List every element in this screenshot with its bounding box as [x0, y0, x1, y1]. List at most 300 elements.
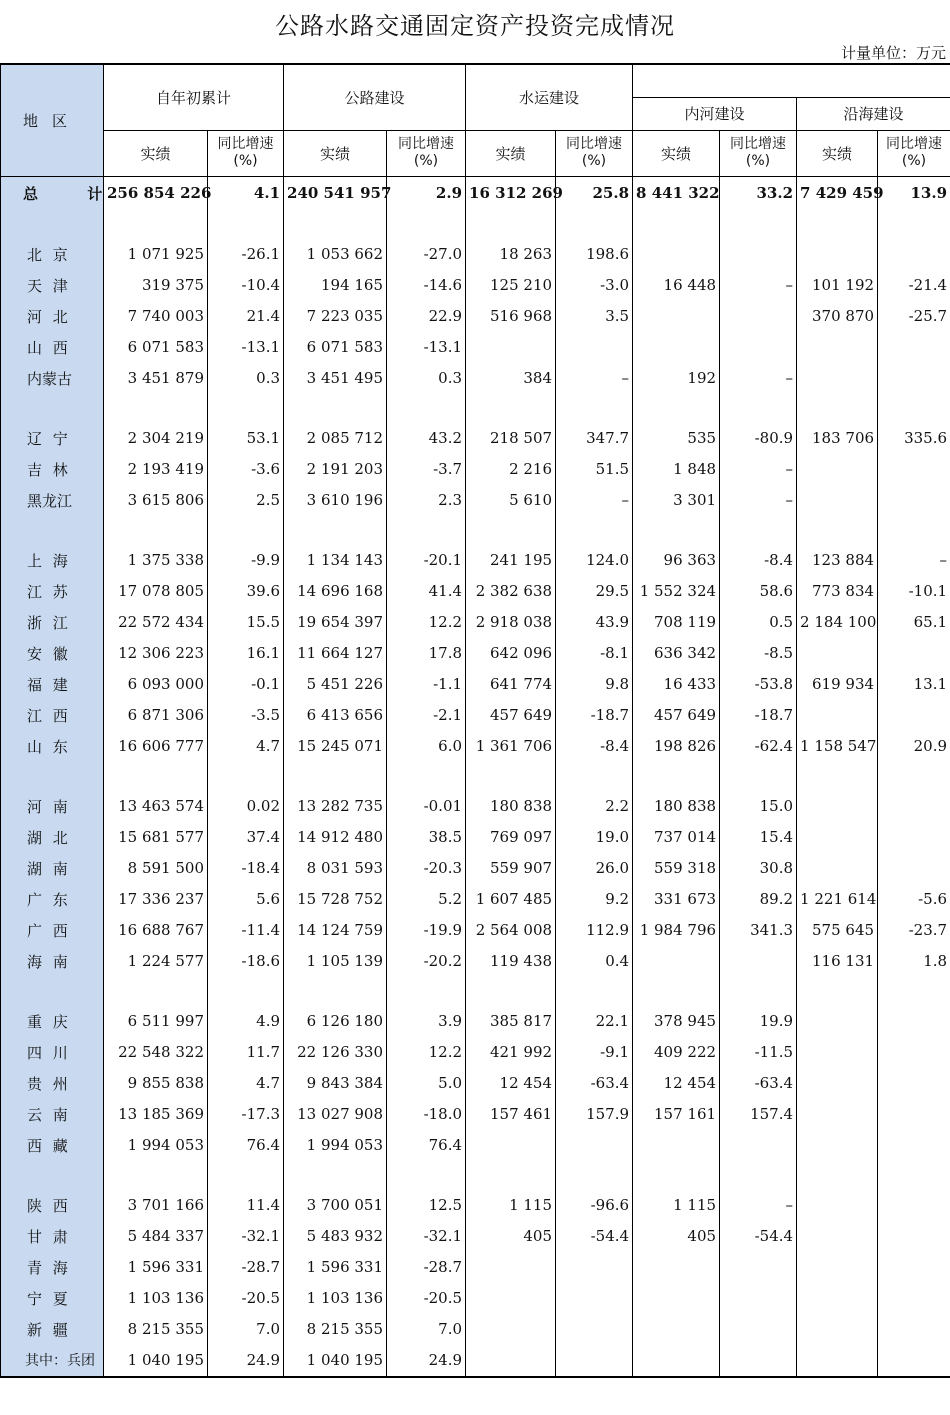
region-name: 陕 西: [1, 1190, 104, 1221]
spacer-cell: [284, 394, 387, 423]
actual-value: [797, 485, 878, 516]
actual-value: 1 221 614: [797, 884, 878, 915]
growth-value: 41.4: [387, 576, 466, 607]
table-row: [1, 1252, 950, 1283]
actual-value: 198 826: [633, 731, 720, 762]
growth-value: 12.5: [387, 1190, 466, 1221]
table-row: [1, 301, 950, 332]
growth-value: -20.1: [387, 545, 466, 576]
region-name: 北 京: [1, 239, 104, 270]
actual-value: 641 774: [466, 669, 556, 700]
spacer-cell: [466, 1161, 556, 1190]
header-waterway: 水运建设: [466, 64, 633, 130]
actual-value: 319 375: [104, 270, 208, 301]
region-name: 贵 州: [1, 1068, 104, 1099]
actual-value: 2 193 419: [104, 454, 208, 485]
actual-value: 22 126 330: [284, 1037, 387, 1068]
growth-value: 11.4: [208, 1190, 284, 1221]
region-name: 江 苏: [1, 576, 104, 607]
region-name: 云 南: [1, 1099, 104, 1130]
growth-value: 4.1: [208, 176, 284, 210]
header-waterway-sub-spacer: [633, 64, 950, 97]
spacer-row: [1, 394, 950, 423]
table-row: [1, 638, 950, 669]
spacer-cell: [633, 210, 720, 239]
actual-value: 2 564 008: [466, 915, 556, 946]
actual-value: 737 014: [633, 822, 720, 853]
actual-value: 409 222: [633, 1037, 720, 1068]
region-name: 江 西: [1, 700, 104, 731]
actual-value: 14 912 480: [284, 822, 387, 853]
actual-value: 15 245 071: [284, 731, 387, 762]
growth-value: -13.1: [208, 332, 284, 363]
table-row: [1, 1190, 950, 1221]
growth-value: 4.7: [208, 731, 284, 762]
growth-value: [878, 1130, 950, 1161]
growth-value: [556, 332, 633, 363]
actual-value: 16 433: [633, 669, 720, 700]
growth-value: 5.2: [387, 884, 466, 915]
actual-value: [633, 1345, 720, 1377]
growth-value: 43.9: [556, 607, 633, 638]
spacer-cell: [1, 1161, 104, 1190]
growth-value: -18.4: [208, 853, 284, 884]
spacer-cell: [1, 762, 104, 791]
actual-value: [466, 1314, 556, 1345]
growth-value: 198.6: [556, 239, 633, 270]
growth-value: [720, 301, 797, 332]
actual-value: 240 541 957: [284, 176, 387, 210]
actual-value: 101 192: [797, 270, 878, 301]
actual-value: 7 429 459: [797, 176, 878, 210]
table-row: [1, 1130, 950, 1161]
region-name: 山 东: [1, 731, 104, 762]
spacer-row: [1, 762, 950, 791]
growth-value: [720, 332, 797, 363]
region-name: 河 北: [1, 301, 104, 332]
actual-value: 12 306 223: [104, 638, 208, 669]
spacer-cell: [387, 394, 466, 423]
growth-value: 53.1: [208, 423, 284, 454]
actual-value: 256 854 226: [104, 176, 208, 210]
actual-value: 1 103 136: [104, 1283, 208, 1314]
growth-value: -2.1: [387, 700, 466, 731]
actual-value: 6 511 997: [104, 1006, 208, 1037]
table-row: [1, 239, 950, 270]
growth-value: 20.9: [878, 731, 950, 762]
growth-value: –: [556, 363, 633, 394]
spacer-cell: [284, 516, 387, 545]
actual-value: [797, 1314, 878, 1345]
spacer-cell: [1, 394, 104, 423]
actual-value: 6 071 583: [104, 332, 208, 363]
growth-value: 5.0: [387, 1068, 466, 1099]
actual-value: 1 103 136: [284, 1283, 387, 1314]
growth-value: 76.4: [387, 1130, 466, 1161]
spacer-cell: [556, 762, 633, 791]
region-name: 青 海: [1, 1252, 104, 1283]
table-row: [1, 884, 950, 915]
spacer-cell: [797, 1161, 878, 1190]
growth-value: 6.0: [387, 731, 466, 762]
actual-value: 559 318: [633, 853, 720, 884]
actual-value: 241 195: [466, 545, 556, 576]
region-name: 山 西: [1, 332, 104, 363]
table-row: [1, 1314, 950, 1345]
spacer-cell: [208, 1161, 284, 1190]
table-row: [1, 332, 950, 363]
growth-value: 43.2: [387, 423, 466, 454]
growth-value: 157.9: [556, 1099, 633, 1130]
actual-value: 11 664 127: [284, 638, 387, 669]
spacer-cell: [208, 977, 284, 1006]
actual-value: [466, 332, 556, 363]
growth-value: -32.1: [208, 1221, 284, 1252]
actual-value: 708 119: [633, 607, 720, 638]
actual-value: 192: [633, 363, 720, 394]
region-name: 浙 江: [1, 607, 104, 638]
growth-value: 157.4: [720, 1099, 797, 1130]
spacer-cell: [556, 210, 633, 239]
growth-value: –: [720, 485, 797, 516]
growth-value: -28.7: [387, 1252, 466, 1283]
actual-value: 16 688 767: [104, 915, 208, 946]
growth-value: 5.6: [208, 884, 284, 915]
spacer-cell: [633, 762, 720, 791]
table-row: [1, 1345, 950, 1377]
region-name: 辽 宁: [1, 423, 104, 454]
growth-value: -13.1: [387, 332, 466, 363]
actual-value: 378 945: [633, 1006, 720, 1037]
spacer-cell: [633, 1161, 720, 1190]
actual-value: 1 053 662: [284, 239, 387, 270]
growth-value: 335.6: [878, 423, 950, 454]
unit-label: 计量单位：万元: [840, 44, 946, 62]
growth-value: 51.5: [556, 454, 633, 485]
growth-value: 17.8: [387, 638, 466, 669]
growth-value: 1.8: [878, 946, 950, 977]
spacer-cell: [633, 977, 720, 1006]
growth-value: 12.2: [387, 1037, 466, 1068]
growth-value: 19.0: [556, 822, 633, 853]
growth-value: 21.4: [208, 301, 284, 332]
actual-value: [797, 1037, 878, 1068]
growth-value: [878, 1068, 950, 1099]
actual-value: [633, 1130, 720, 1161]
spacer-row: [1, 516, 950, 545]
growth-value: 76.4: [208, 1130, 284, 1161]
actual-value: [797, 454, 878, 485]
region-name: 甘 肃: [1, 1221, 104, 1252]
growth-value: [720, 1130, 797, 1161]
growth-value: -54.4: [556, 1221, 633, 1252]
growth-value: 24.9: [208, 1345, 284, 1377]
region-name: 广 西: [1, 915, 104, 946]
actual-value: 180 838: [633, 791, 720, 822]
spacer-cell: [1, 210, 104, 239]
growth-value: 0.5: [720, 607, 797, 638]
actual-value: 13 463 574: [104, 791, 208, 822]
growth-value: 13.9: [878, 176, 950, 210]
table-row: [1, 607, 950, 638]
region-name: 吉 林: [1, 454, 104, 485]
header-actual: 实绩: [797, 130, 878, 176]
growth-value: 25.8: [556, 176, 633, 210]
growth-value: [720, 1345, 797, 1377]
region-name: 宁 夏: [1, 1283, 104, 1314]
table-row: [1, 669, 950, 700]
growth-value: -20.5: [208, 1283, 284, 1314]
actual-value: 1 994 053: [284, 1130, 387, 1161]
spacer-cell: [466, 516, 556, 545]
growth-value: [878, 638, 950, 669]
investment-table: [0, 63, 950, 1378]
growth-value: -96.6: [556, 1190, 633, 1221]
region-name: 湖 南: [1, 853, 104, 884]
header-growth: 同比增速 (%): [208, 130, 284, 176]
growth-value: –: [878, 545, 950, 576]
actual-value: 2 918 038: [466, 607, 556, 638]
growth-value: -25.7: [878, 301, 950, 332]
growth-value: [878, 485, 950, 516]
header-growth: 同比增速 (%): [556, 130, 633, 176]
growth-value: [556, 1252, 633, 1283]
actual-value: 17 078 805: [104, 576, 208, 607]
actual-value: 1 596 331: [284, 1252, 387, 1283]
growth-value: 15.0: [720, 791, 797, 822]
growth-value: 124.0: [556, 545, 633, 576]
growth-value: -63.4: [720, 1068, 797, 1099]
table-row: [1, 485, 950, 516]
growth-value: 12.2: [387, 607, 466, 638]
table-row: [1, 822, 950, 853]
growth-value: -62.4: [720, 731, 797, 762]
growth-value: -0.01: [387, 791, 466, 822]
header-region: 地区: [1, 64, 104, 176]
actual-value: 5 451 226: [284, 669, 387, 700]
spacer-row: [1, 1161, 950, 1190]
spacer-cell: [104, 762, 208, 791]
table-body: [1, 176, 950, 1377]
table-row: [1, 946, 950, 977]
actual-value: 636 342: [633, 638, 720, 669]
actual-value: 22 572 434: [104, 607, 208, 638]
growth-value: -18.0: [387, 1099, 466, 1130]
spacer-cell: [797, 762, 878, 791]
actual-value: 3 451 495: [284, 363, 387, 394]
table-row: [1, 1037, 950, 1068]
spacer-cell: [878, 977, 950, 1006]
actual-value: [797, 638, 878, 669]
actual-value: 457 649: [633, 700, 720, 731]
growth-value: [720, 1283, 797, 1314]
growth-value: -3.7: [387, 454, 466, 485]
spacer-cell: [104, 1161, 208, 1190]
growth-value: [878, 791, 950, 822]
table-row: [1, 791, 950, 822]
growth-value: [878, 1283, 950, 1314]
actual-value: 1 361 706: [466, 731, 556, 762]
actual-value: 384: [466, 363, 556, 394]
actual-value: 16 606 777: [104, 731, 208, 762]
growth-value: –: [720, 454, 797, 485]
actual-value: [797, 1190, 878, 1221]
table-row: [1, 1068, 950, 1099]
header-subrow: [1, 130, 950, 176]
actual-value: [633, 1252, 720, 1283]
spacer-cell: [208, 516, 284, 545]
actual-value: 405: [633, 1221, 720, 1252]
actual-value: 1 596 331: [104, 1252, 208, 1283]
actual-value: [633, 301, 720, 332]
actual-value: 769 097: [466, 822, 556, 853]
growth-value: 0.4: [556, 946, 633, 977]
growth-value: –: [720, 270, 797, 301]
actual-value: [797, 1283, 878, 1314]
actual-value: [466, 1252, 556, 1283]
spacer-cell: [556, 1161, 633, 1190]
growth-value: [556, 1345, 633, 1377]
growth-value: [556, 1314, 633, 1345]
growth-value: 0.02: [208, 791, 284, 822]
spacer-cell: [797, 977, 878, 1006]
growth-value: -18.7: [556, 700, 633, 731]
actual-value: 12 454: [633, 1068, 720, 1099]
actual-value: [797, 1345, 878, 1377]
spacer-cell: [208, 210, 284, 239]
spacer-cell: [556, 516, 633, 545]
actual-value: 1 994 053: [104, 1130, 208, 1161]
region-name: 西 藏: [1, 1130, 104, 1161]
actual-value: [797, 1130, 878, 1161]
growth-value: -23.7: [878, 915, 950, 946]
actual-value: 8 215 355: [104, 1314, 208, 1345]
growth-value: -9.1: [556, 1037, 633, 1068]
actual-value: [797, 1006, 878, 1037]
growth-value: 13.1: [878, 669, 950, 700]
actual-value: 18 263: [466, 239, 556, 270]
actual-value: [797, 853, 878, 884]
actual-value: 773 834: [797, 576, 878, 607]
spacer-cell: [387, 977, 466, 1006]
spacer-cell: [387, 1161, 466, 1190]
growth-value: [720, 239, 797, 270]
growth-value: 65.1: [878, 607, 950, 638]
spacer-cell: [466, 394, 556, 423]
actual-value: 5 484 337: [104, 1221, 208, 1252]
header-growth: 同比增速 (%): [720, 130, 797, 176]
spacer-cell: [284, 762, 387, 791]
actual-value: 218 507: [466, 423, 556, 454]
actual-value: [633, 332, 720, 363]
growth-value: -14.6: [387, 270, 466, 301]
actual-value: 331 673: [633, 884, 720, 915]
actual-value: [797, 363, 878, 394]
header-actual: 实绩: [466, 130, 556, 176]
region-name: 内蒙古: [1, 363, 104, 394]
growth-value: [878, 363, 950, 394]
spacer-cell: [878, 210, 950, 239]
header-cumulative: 自年初累计: [104, 64, 284, 130]
actual-value: 14 696 168: [284, 576, 387, 607]
table-row: [1, 363, 950, 394]
growth-value: 0.3: [208, 363, 284, 394]
header-growth: 同比增速 (%): [878, 130, 950, 176]
spacer-cell: [104, 394, 208, 423]
growth-value: -17.3: [208, 1099, 284, 1130]
actual-value: 1 552 324: [633, 576, 720, 607]
actual-value: 14 124 759: [284, 915, 387, 946]
spacer-cell: [720, 1161, 797, 1190]
spacer-row: [1, 210, 950, 239]
growth-value: 15.4: [720, 822, 797, 853]
actual-value: 22 548 322: [104, 1037, 208, 1068]
actual-value: [633, 1283, 720, 1314]
spacer-cell: [720, 394, 797, 423]
growth-value: [878, 1006, 950, 1037]
growth-value: [878, 1314, 950, 1345]
actual-value: 1 115: [466, 1190, 556, 1221]
growth-value: 3.9: [387, 1006, 466, 1037]
actual-value: 1 158 547: [797, 731, 878, 762]
actual-value: 96 363: [633, 545, 720, 576]
growth-value: [556, 1283, 633, 1314]
growth-value: 4.9: [208, 1006, 284, 1037]
actual-value: 16 312 269: [466, 176, 556, 210]
growth-value: -20.2: [387, 946, 466, 977]
spacer-cell: [208, 762, 284, 791]
actual-value: 157 161: [633, 1099, 720, 1130]
growth-value: [720, 946, 797, 977]
growth-value: 16.1: [208, 638, 284, 669]
header-growth: 同比增速 (%): [387, 130, 466, 176]
growth-value: 15.5: [208, 607, 284, 638]
page-title: 公路水路交通固定资产投资完成情况: [275, 12, 675, 40]
growth-value: 9.2: [556, 884, 633, 915]
spacer-cell: [466, 762, 556, 791]
actual-value: [797, 1221, 878, 1252]
growth-value: -5.6: [878, 884, 950, 915]
actual-value: 2 085 712: [284, 423, 387, 454]
spacer-cell: [387, 210, 466, 239]
growth-value: -3.6: [208, 454, 284, 485]
region-name: 广 东: [1, 884, 104, 915]
growth-value: [720, 1314, 797, 1345]
actual-value: 421 992: [466, 1037, 556, 1068]
header-inland: 内河建设: [633, 97, 797, 130]
growth-value: -27.0: [387, 239, 466, 270]
region-name: 河 南: [1, 791, 104, 822]
actual-value: 157 461: [466, 1099, 556, 1130]
growth-value: 341.3: [720, 915, 797, 946]
table-row: [1, 731, 950, 762]
actual-value: [797, 239, 878, 270]
table-row: [1, 853, 950, 884]
region-name: 四 川: [1, 1037, 104, 1068]
actual-value: 405: [466, 1221, 556, 1252]
actual-value: [633, 239, 720, 270]
actual-value: 1 607 485: [466, 884, 556, 915]
growth-value: [878, 239, 950, 270]
growth-value: 347.7: [556, 423, 633, 454]
actual-value: 180 838: [466, 791, 556, 822]
actual-value: 3 700 051: [284, 1190, 387, 1221]
actual-value: [797, 1252, 878, 1283]
spacer-cell: [556, 394, 633, 423]
actual-value: 1 224 577: [104, 946, 208, 977]
growth-value: -32.1: [387, 1221, 466, 1252]
actual-value: 13 282 735: [284, 791, 387, 822]
